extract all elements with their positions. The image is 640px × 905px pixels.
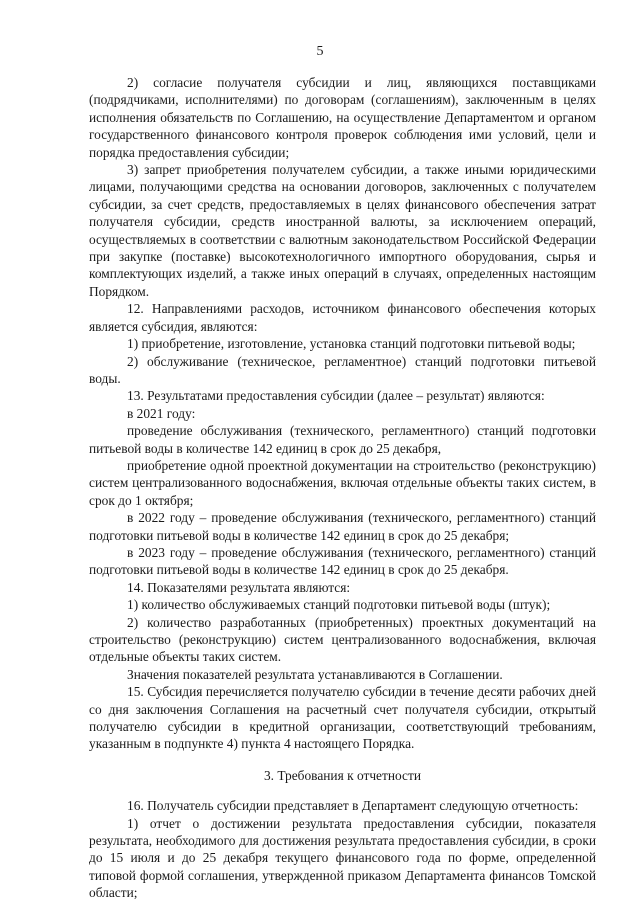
paragraph: в 2023 году – проведение обслуживания (технического, регламентного) станций подготовки питьевой воды в количестве 142 единиц в срок до 25 декабря. xyxy=(89,544,596,578)
paragraph: 12. Направлениями расходов, источником финансового обеспечения которых является субсидия, являются: xyxy=(89,301,596,334)
document-body xyxy=(89,74,596,902)
paragraph: 1) приобретение, изготовление, установка станций подготовки питьевой воды; xyxy=(127,336,576,352)
paragraph: Значения показателей результата устанавливаются в Соглашении. xyxy=(127,666,503,682)
paragraph: 14. Показателями результата являются: xyxy=(127,579,351,595)
section-heading: 3. Требования к отчетности xyxy=(263,767,422,783)
paragraph: 13. Результатами предоставления субсидии (далее – результат) являются: xyxy=(127,388,545,404)
page-number: 5 xyxy=(316,44,324,59)
paragraph: в 2022 году – проведение обслуживания (технического, регламентного) станций подготовки питьевой воды в количестве 142 единиц в срок до 25 декабря; xyxy=(89,510,596,543)
paragraph: 3) запрет приобретения получателем субсидии, а также иными юридическими лицами, получающими средства на основании договоров, заключенных с получателем субсидии, за счет средств, предоставляемых в целях финансового обеспечения затрат получателя субсидии, средств иностранной валюты, за исключением операций, осуществляемых в соответствии с валютным законодательством Российской Федерации при закупке (поставке) высокотехнологичного импортного оборудования, сырья и комплектующих изделий, а также иных операций в случаях, определенных настоящим Порядком. xyxy=(89,162,596,299)
paragraph: 16. Получатель субсидии представляет в Департамент следующую отчетность: xyxy=(127,798,579,814)
paragraph: 1) количество обслуживаемых станций подготовки питьевой воды (штук); xyxy=(127,597,551,613)
paragraph: 15. Субсидия перечисляется получателю субсидии в течение десяти рабочих дней со дня заключения Соглашения на расчетный счет получателя субсидии, открытый получателю субсидии в кредитной организации, соответствующий требованиям, указанным в подпункте 4) пункта 4 настоящего Порядка. xyxy=(89,684,596,752)
paragraph: 2) согласие получателя субсидии и лиц, являющихся поставщиками (подрядчиками, исполнителями) по договорам (соглашениям), заключенным в целях исполнения обязательств по Соглашению, на осуществление Департаментом и органом государственного финансового контроля проверок соблюдения ими условий, цели и порядка предоставления субсидии; xyxy=(89,75,596,160)
paragraph: 2) количество разработанных (приобретенных) проектных документаций на строительство (реконструкцию) систем централизованного водоснабжения, включая отдельные объекты таких систем. xyxy=(89,614,596,665)
paragraph: в 2021 году: xyxy=(127,405,196,421)
paragraph: 1) отчет о достижении результата предоставления субсидии, показателя результата, необходимого для достижения результата предоставления субсидии, в сроки до 15 июля и до 25 декабря текущего финансового года по форме, определенной типовой формой соглашения, утвержденной приказом Департамента финансов Томской области; xyxy=(89,815,596,901)
paragraph: проведение обслуживания (технического, регламентного) станций подготовки питьевой воды в количестве 142 единиц в срок до 25 декабря, xyxy=(89,423,596,456)
paragraph: приобретение одной проектной документации на строительство (реконструкцию) систем централизованного водоснабжения, включая отдельные объекты таких систем, в срок до 1 октября; xyxy=(89,457,596,508)
paragraph: 2) обслуживание (техническое, регламентное) станций подготовки питьевой воды. xyxy=(89,353,596,386)
